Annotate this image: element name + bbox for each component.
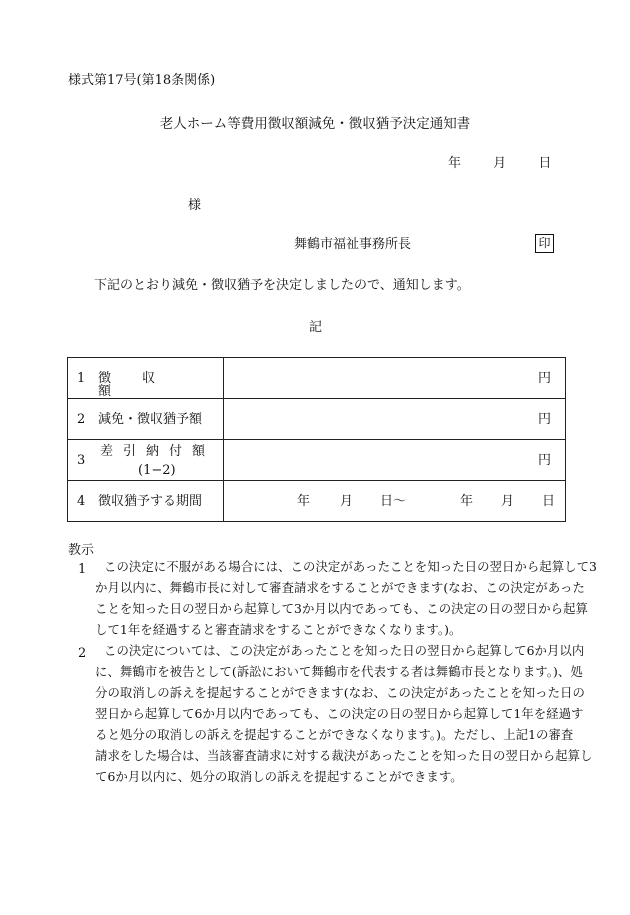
date-month: 月 bbox=[493, 156, 507, 171]
table-row bbox=[68, 440, 566, 481]
period-day-from: 日〜 bbox=[380, 494, 407, 509]
row-sublabel: (1−2) bbox=[138, 463, 176, 478]
period-day-to: 日 bbox=[542, 494, 556, 509]
period-cell bbox=[224, 481, 566, 522]
amount-cell bbox=[224, 358, 566, 399]
row-number: 2 bbox=[77, 412, 86, 427]
amount-cell bbox=[224, 440, 566, 481]
issue-date bbox=[448, 157, 551, 170]
notice-line-text: この決定に不服がある場合には、この決定があったことを知った日の翌日から起算して3 bbox=[104, 559, 597, 574]
notice-line: ことを知った日の翌日から起算して3か月以内であっても、この決定の日の翌日から起算 bbox=[95, 601, 588, 616]
yen-unit: 円 bbox=[537, 453, 551, 468]
notice-line-text: この決定については、この決定があったことを知った日の翌日から起算して6か月以内 bbox=[104, 643, 585, 658]
row-label: 減免・徴収猶予額 bbox=[98, 412, 203, 427]
amount-cell bbox=[224, 399, 566, 440]
table-row bbox=[68, 399, 566, 440]
row-label: 差引納付額 bbox=[100, 444, 216, 459]
document-title: 老人ホーム等費用徴収額減免・徴収猶予決定通知書 bbox=[159, 116, 471, 132]
row-number: 4 bbox=[77, 494, 86, 509]
notice-item bbox=[68, 640, 593, 787]
notice-item-number: 2 bbox=[78, 646, 87, 661]
notice-item bbox=[68, 556, 597, 640]
ki-heading: 記 bbox=[309, 320, 323, 335]
yen-unit: 円 bbox=[537, 412, 551, 427]
table-row bbox=[68, 358, 566, 399]
row-number: 3 bbox=[77, 453, 86, 468]
intro-text: 下記のとおり減免・徴収猶予を決定しましたので、通知します。 bbox=[94, 278, 470, 293]
period-month-to: 月 bbox=[501, 494, 515, 509]
notice-line bbox=[68, 640, 585, 661]
notice-line: 請求をした場合は、当該審査請求に対する裁決があったことを知った日の翌日から起算し bbox=[95, 748, 593, 763]
row-label: 徴収額 bbox=[98, 371, 187, 399]
notice-item-number: 1 bbox=[78, 562, 87, 577]
date-year: 年 bbox=[448, 156, 462, 171]
row-label-cell bbox=[68, 358, 224, 399]
notice-line: して1年を経過すると審査請求をすることができなくなります。)。 bbox=[95, 622, 462, 637]
row-label: 徴収猶予する期間 bbox=[98, 494, 203, 509]
period-year-to: 年 bbox=[460, 494, 474, 509]
row-label-cell bbox=[68, 399, 224, 440]
notice-line: か月以内に、舞鶴市長に対して審査請求をすることができます(なお、この決定があった bbox=[95, 580, 585, 595]
yen-unit: 円 bbox=[537, 371, 551, 386]
period-year: 年 bbox=[297, 494, 311, 509]
notice-line: ると処分の取消しの訴えを提起することができなくなります。)。ただし、上記1の審査 bbox=[95, 727, 574, 742]
addressee-suffix: 様 bbox=[188, 198, 202, 213]
notice-line: 翌日から起算して6か月以内であっても、この決定の日の翌日から起算して1年を経過す bbox=[95, 706, 584, 721]
table-row bbox=[68, 481, 566, 522]
notice-heading: 教示 bbox=[68, 543, 95, 558]
notice-list bbox=[68, 556, 597, 787]
row-number: 1 bbox=[77, 371, 86, 386]
date-day: 日 bbox=[538, 156, 552, 171]
seal-mark: 印 bbox=[535, 234, 554, 253]
form-number: 様式第17号(第18条関係) bbox=[68, 73, 216, 88]
notice-line bbox=[68, 556, 597, 577]
sender-name: 舞鶴市福祉事務所長 bbox=[294, 237, 412, 252]
row-label-cell bbox=[68, 481, 224, 522]
row-label-cell bbox=[68, 440, 224, 481]
notice-line: て6か月以内に、処分の取消しの訴えを提起することができます。 bbox=[95, 769, 463, 784]
period-month: 月 bbox=[340, 494, 354, 509]
notice-line: 分の取消しの訴えを提起することができます(なお、この決定があったことを知った日の bbox=[95, 685, 585, 700]
notice-line: に、舞鶴市を被告として(訴訟において舞鶴市を代表する者は舞鶴市長となります。)、処 bbox=[95, 664, 583, 679]
decision-table bbox=[67, 357, 566, 522]
